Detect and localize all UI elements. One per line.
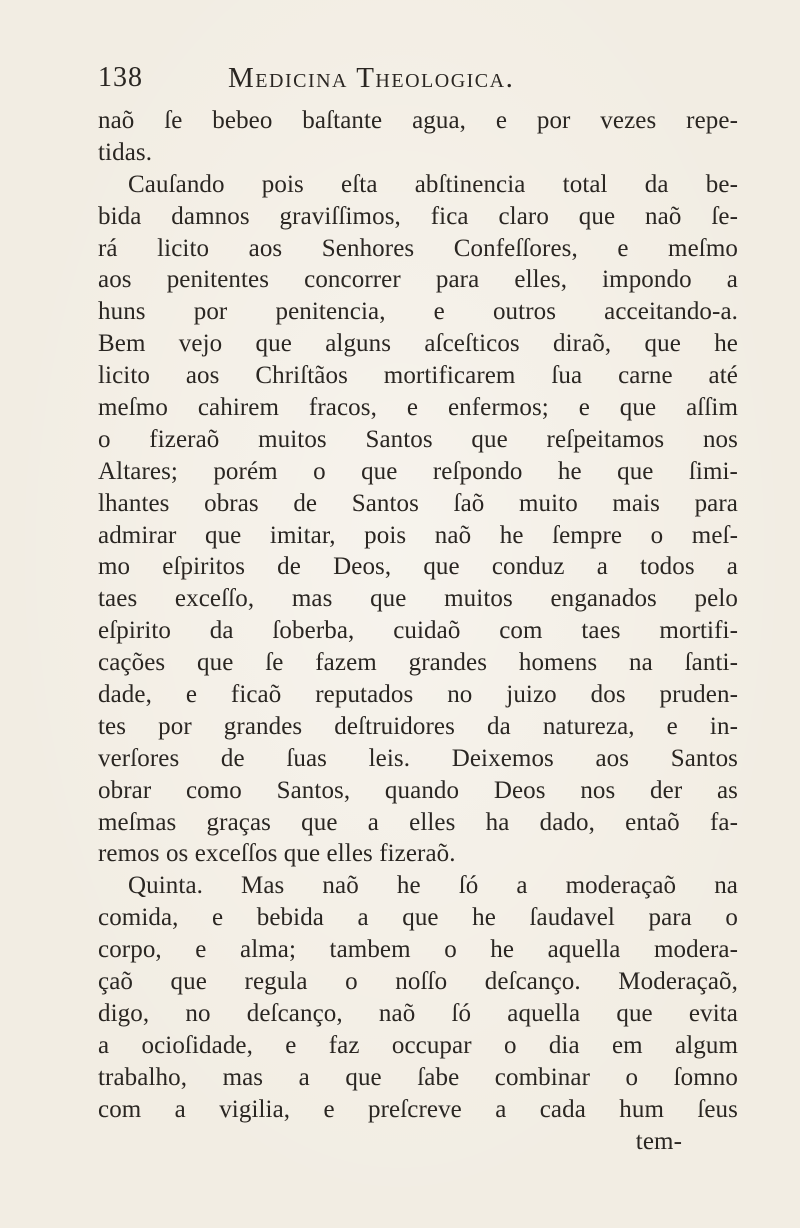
text-line: rá licito aos Senhores Confeſſores, e meſmo	[98, 234, 738, 262]
text-line: mo eſpiritos de Deos, que conduz a todos a	[98, 553, 738, 581]
text-line: Bem vejo que alguns aſceſticos diraõ, que he	[98, 330, 738, 358]
text-line: çaõ que regula o noſſo deſcanço. Moderaçaõ,	[98, 968, 738, 996]
text-line: licito aos Chriſtãos mortificarem ſua carne até	[98, 362, 738, 390]
text-line: meſmas graças que a elles ha dado, entaõ fa-	[98, 808, 738, 836]
text-line: corpo, e alma; tambem o he aquella modera-	[98, 936, 738, 964]
text-line: admirar que imitar, pois naõ he ſempre o meſ-	[98, 521, 738, 549]
text-line: taes exceſſo, mas que muitos enganados pelo	[98, 585, 738, 613]
text-line: a ocioſidade, e faz occupar o dia em algum	[98, 1031, 738, 1059]
text-line: meſmo cahirem fracos, e enfermos; e que aſſim	[98, 394, 738, 422]
text-line: Quinta. Mas naõ he ſó a moderaçaõ na	[128, 872, 738, 900]
text-line: verſores de ſuas leis. Deixemos aos Santos	[98, 744, 738, 772]
text-line: huns por penitencia, e outros acceitando-a.	[98, 298, 738, 326]
text-line: comida, e bebida a que he ſaudavel para o	[98, 904, 738, 932]
text-line: o fizeraõ muitos Santos que reſpeitamos nos	[98, 425, 738, 453]
text-line: tes por grandes deſtruidores da natureza, e in-	[98, 712, 738, 740]
text-line: bida damnos graviſſimos, fica claro que naõ ſe-	[98, 202, 738, 230]
text-line: trabalho, mas a que ſabe combinar o ſomno	[98, 1063, 738, 1091]
body-text	[98, 105, 738, 1157]
text-line: Altares; porém o que reſpondo he que ſimi-	[98, 457, 738, 485]
text-line: remos os exceſſos que elles fizeraõ.	[98, 840, 456, 868]
text-line: cações que ſe fazem grandes homens na ſanti-	[98, 649, 738, 677]
running-head: Medicina Theologica.	[228, 62, 515, 94]
page-number: 138	[98, 62, 143, 93]
catchword: tem-	[635, 1127, 682, 1155]
text-line: eſpirito da ſoberba, cuidaõ com taes mortifi-	[98, 617, 738, 645]
text-line: com a vigilia, e preſcreve a cada hum ſeus	[98, 1095, 738, 1123]
text-line: naõ ſe bebeo baſtante agua, e por vezes repe-	[98, 107, 738, 134]
text-line: aos penitentes concorrer para elles, impondo a	[98, 266, 738, 294]
text-line: dade, e ficaõ reputados no juizo dos pruden-	[98, 681, 738, 709]
text-line: obrar como Santos, quando Deos nos der as	[98, 776, 738, 804]
text-line: tidas.	[98, 138, 153, 166]
text-line: Cauſando pois eſta abſtinencia total da be-	[128, 170, 738, 198]
page-header	[98, 62, 718, 106]
text-line: lhantes obras de Santos ſaõ muito mais para	[98, 489, 738, 517]
text-line: digo, no deſcanço, naõ ſó aquella que evita	[98, 999, 738, 1027]
